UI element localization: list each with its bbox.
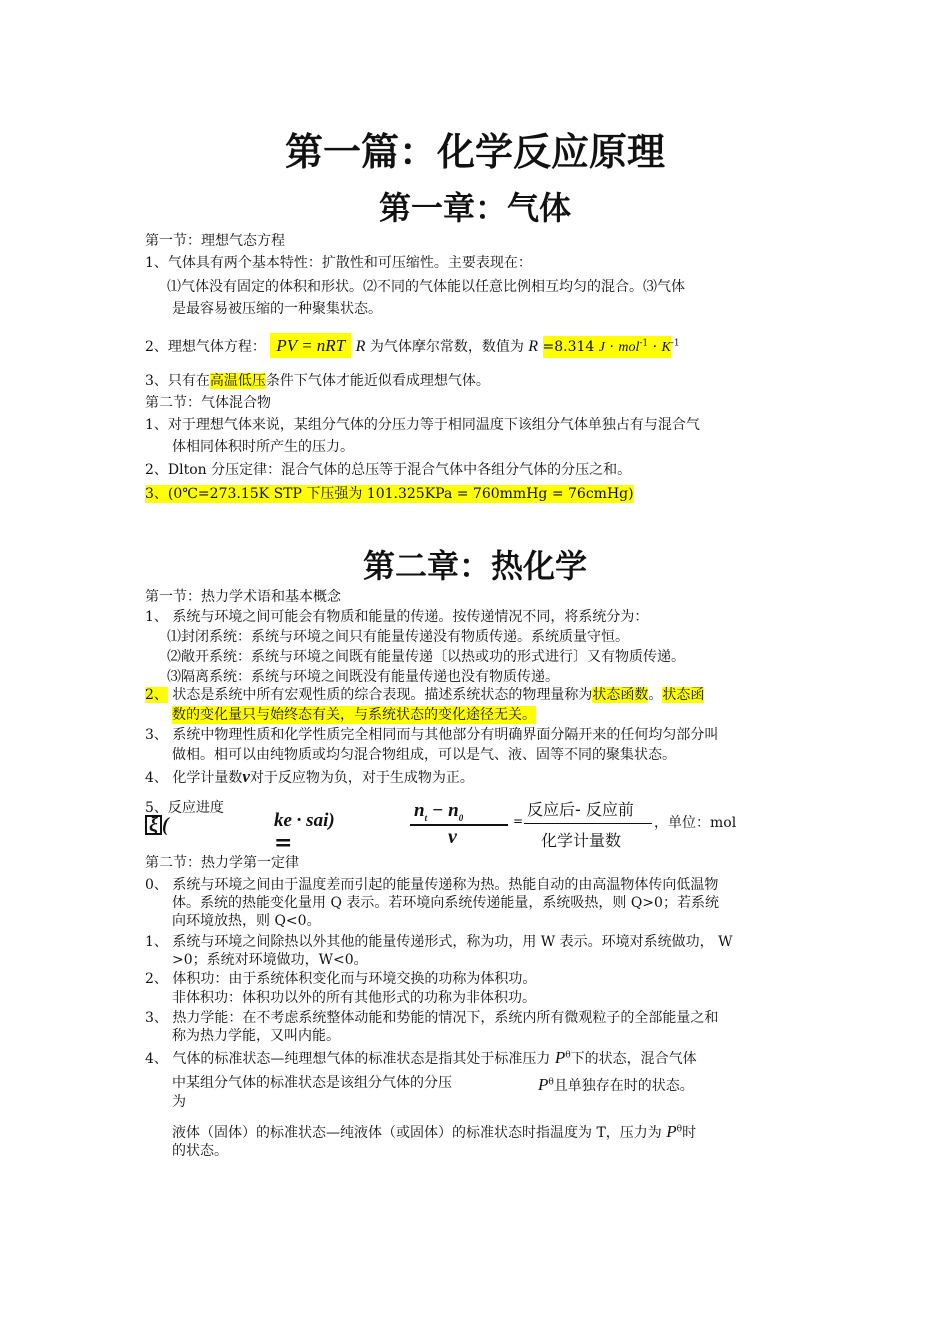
kesai-text: ke · sai) — [274, 810, 335, 831]
ch2-b0c: 向环境放热，则 Q<0。 — [172, 913, 321, 929]
b4a-post: 下的状态，混合气体 — [570, 1051, 697, 1067]
b4a-pre: 4、 气体的标准状态—纯理想气体的标准状态是指其处于标准压力 — [145, 1051, 555, 1067]
ch1-q1a: 1、对于理想气体来说，某组分气体的分压力等于相同温度下该组分气体单独占有与混合气 — [145, 417, 700, 433]
chapter1-title: 第一章：气体 — [378, 189, 571, 227]
ch2-b4e: 的状态。 — [172, 1143, 228, 1159]
ch2-b2a: 2、 体积功：由于系统体积变化而与环境交换的功称为体积功。 — [145, 971, 537, 987]
ch1-q2: 2、Dlton 分压定律：混合气体的总压等于混合气体中各组分气体的分压之和。 — [145, 462, 632, 478]
a4-post: 对于反应物为负，对于生成物为正。 — [249, 770, 474, 786]
unit-dot-2: · — [648, 339, 662, 355]
para3-pre: 3、只有在 — [145, 373, 210, 389]
fraction-bar — [410, 824, 508, 826]
ch2-b4d — [172, 1123, 696, 1142]
unit-label: ，单位：mol — [654, 815, 737, 831]
unit-mol-exp: -1 — [639, 338, 649, 349]
ch2-a3a: 3、 系统中物理性质和化学性质完全相同而与其他部分有明确界面分隔开来的任何均匀部分叫 — [145, 727, 719, 743]
ch2-section2-heading: 第二节：热力学第一定律 — [145, 855, 299, 871]
xi-box: ξ — [145, 815, 162, 835]
xi-paren: ( — [161, 814, 169, 836]
ch2-section1-heading: 第一节：热力学术语和基本概念 — [145, 589, 341, 605]
ch1-para3 — [145, 372, 490, 390]
equals-sign: = — [274, 830, 293, 856]
ch2-b2b: 非体积功：体积功以外的所有其他形式的功称为非体积功。 — [172, 990, 536, 1006]
ch2-b4b-tail — [538, 1076, 694, 1095]
r-value: =8.314 — [542, 339, 599, 355]
para3-highlight: 高温低压 — [209, 373, 266, 389]
fraction-denominator: ν — [448, 826, 457, 848]
b4d-post: 时 — [682, 1125, 697, 1141]
b4b-post: 且单独存在时的状态。 — [553, 1078, 694, 1094]
theta-exp-2: θ — [548, 1077, 554, 1088]
n-t: n — [414, 800, 425, 821]
ideal-gas-desc: 为气体摩尔常数，数值为 — [369, 339, 529, 355]
ch2-b1b: >0；系统对环境做功，W<0。 — [172, 952, 368, 968]
word-fraction-bottom: 化学计量数 — [541, 831, 622, 850]
unit-mol: mol — [618, 340, 640, 355]
ch2-a1: 1、 系统与环境之间可能会有物质和能量的传递。按传递情况不同，将系统分为： — [145, 609, 649, 625]
ch2-b0b: 体。系统的热能变化量用 Q 表示。若环境向系统传递能量，系统吸热，则 Q>0；若系统 — [172, 895, 719, 911]
ch2-a2 — [145, 686, 704, 704]
r-symbol: R — [355, 338, 366, 355]
ch1-para2 — [145, 337, 680, 357]
n-0-sub: 0 — [458, 812, 464, 823]
ch2-a2b: 数的变化量只与始终态有关，与系统状态的变化途径无关。 — [172, 707, 536, 723]
a2-mid: 。 — [648, 687, 663, 703]
ch2-b1a: 1、 系统与环境之间除热以外其他的能量传递形式，称为功，用 W 表示。环境对系统做功， W — [145, 934, 733, 950]
ch2-b4a — [145, 1049, 697, 1068]
p-theta-symbol-2: P — [538, 1075, 549, 1094]
unit-dot-1: · — [605, 339, 619, 355]
ch2-a1-2: ⑵敞开系统：系统与环境之间既有能量传递〔以热或功的形式进行〕又有物质传递。 — [167, 649, 685, 665]
fraction-numerator — [414, 800, 463, 822]
r-symbol-2: R — [528, 338, 539, 355]
ch2-a3b: 做相。相可以由纯物质或均匀混合物组成，可以是气、液、固等不同的聚集状态。 — [172, 747, 676, 763]
word-fraction-top: 反应后- 反应前 — [527, 800, 634, 819]
unit-k-exp: -1 — [670, 338, 680, 349]
ideal-gas-label: 2、理想气体方程： — [145, 339, 266, 355]
ch2-b0a: 0、 系统与环境之间由于温度差而引起的能量传递称为热。热能自动的由高温物体传向低温物 — [145, 877, 719, 893]
unit-k: K — [661, 340, 671, 355]
para3-post: 条件下气体才能近似看成理想气体。 — [265, 373, 490, 389]
chapter2-title: 第二章：热化学 — [362, 547, 587, 585]
p-theta-symbol-3: P — [666, 1122, 677, 1141]
ch1-q3: 3、(0℃=273.15K STP 下压强为 101.325KPa = 760mmHg = 76cmHg) — [145, 486, 634, 502]
word-fraction-bar — [524, 823, 652, 824]
ideal-gas-formula: PV = nRT — [270, 333, 351, 358]
n-minus: − n — [427, 800, 459, 821]
p-theta-symbol: P — [554, 1048, 566, 1067]
nu-symbol: ν — [242, 767, 250, 786]
unit-j: J — [598, 340, 606, 355]
ch2-a5-label: 5、反应进度 — [145, 800, 224, 816]
ch1-para1b: 是最容易被压缩的一种聚集状态。 — [172, 301, 382, 317]
ch2-b4c: 为 — [172, 1094, 186, 1110]
ch1-para1: 1、气体具有两个基本特性：扩散性和可压缩性。主要表现在： — [145, 255, 532, 271]
ch2-b3a: 3、 热力学能：在不考虑系统整体动能和势能的情况下，系统内所有微观粒子的全部能量之和 — [145, 1010, 719, 1026]
equals-sign-2: = — [513, 814, 524, 828]
a2-number: 2、 — [145, 687, 168, 703]
ch1-q1b: 体相同体积时所产生的压力。 — [172, 439, 354, 455]
theta-exp-3: θ — [676, 1124, 683, 1135]
ch2-a4 — [145, 768, 474, 787]
n-t-sub: t — [424, 812, 428, 823]
ch2-b3b: 称为热力学能，又叫内能。 — [172, 1028, 340, 1044]
ch1-section1-heading: 第一节：理想气态方程 — [145, 233, 285, 249]
b4d-pre: 液体（固体）的标准状态—纯液体（或固体）的标准状态时指温度为 T，压力为 — [172, 1125, 667, 1141]
a2-pre: 状态是系统中所有宏观性质的综合表现。描述系统状态的物理量称为 — [167, 687, 593, 703]
ch2-b4b: 中某组分气体的标准状态是该组分气体的分压 — [172, 1075, 452, 1091]
a2-highlight-2: 状态函 — [662, 687, 705, 703]
theta-exp: θ — [565, 1050, 571, 1061]
ch2-a1-3: ⑶隔离系统：系统与环境之间既没有能量传递也没有物质传递。 — [167, 669, 559, 685]
xi-symbol — [145, 814, 169, 837]
ch2-a1-1: ⑴封闭系统：系统与环境之间只有能量传递没有物质传递。系统质量守恒。 — [167, 629, 629, 645]
ch1-para1a: ⑴气体没有固定的体积和形状。⑵不同的气体能以任意比例相互均匀的混合。⑶气体 — [167, 279, 685, 295]
a4-pre: 4、 化学计量数 — [145, 770, 243, 786]
a2-highlight-1: 状态函数 — [592, 687, 649, 703]
part-title: 第一篇：化学反应原理 — [284, 130, 665, 174]
ch1-section2-heading: 第二节：气体混合物 — [145, 395, 271, 411]
